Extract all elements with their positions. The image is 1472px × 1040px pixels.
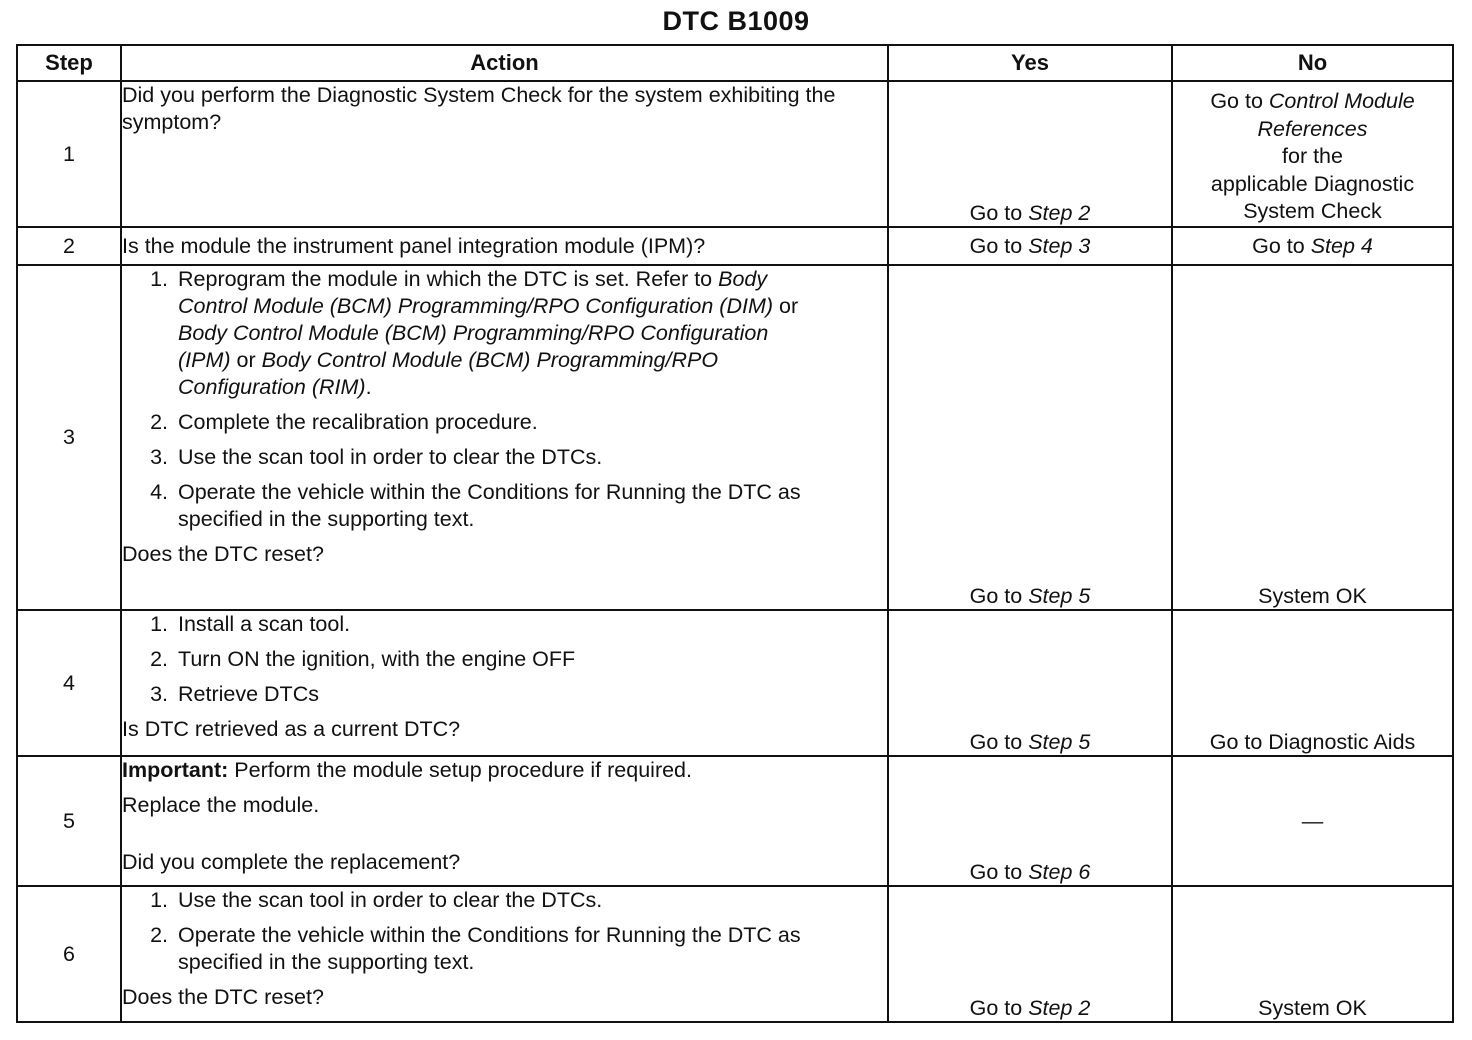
control-module-references-link[interactable]: Control Module References bbox=[1257, 89, 1415, 141]
step-link[interactable]: Step 3 bbox=[1028, 233, 1091, 258]
no-prefix: Go to bbox=[1252, 233, 1311, 258]
bcm-programming-ipm-link[interactable]: Body Control Module (BCM) Programming/RPO Configuration (IPM) bbox=[178, 321, 769, 372]
diagnostic-table bbox=[16, 44, 1454, 1023]
yes-prefix: Go to bbox=[969, 996, 1029, 1020]
step-number: 2 bbox=[17, 227, 121, 265]
action-cell bbox=[121, 81, 888, 227]
item-number: 1. bbox=[150, 888, 168, 912]
list-item bbox=[122, 266, 887, 401]
page-title: DTC B1009 bbox=[662, 6, 810, 36]
item-number: 1. bbox=[150, 612, 168, 636]
header-no: No bbox=[1172, 45, 1453, 81]
list-item bbox=[122, 479, 887, 533]
action-question: Does the DTC reset? bbox=[122, 542, 324, 566]
step-number: 6 bbox=[17, 886, 121, 1022]
table-header-row bbox=[17, 45, 1453, 81]
action-cell bbox=[121, 265, 888, 610]
yes-cell bbox=[888, 81, 1172, 227]
table-row-step-1 bbox=[17, 81, 1453, 227]
action-cell bbox=[121, 886, 888, 1022]
item-text-plain: Reprogram the module in which the DTC is set. Refer to bbox=[178, 267, 713, 291]
no-prefix: Go to bbox=[1210, 89, 1269, 113]
or-text: or bbox=[230, 348, 262, 372]
no-cell: System OK bbox=[1172, 886, 1453, 1022]
header-yes: Yes bbox=[888, 45, 1172, 81]
important-note bbox=[122, 757, 887, 784]
action-cell bbox=[121, 227, 888, 265]
step-number: 5 bbox=[17, 756, 121, 886]
action-cell bbox=[121, 756, 888, 886]
action-question: Is the module the instrument panel integration module (IPM)? bbox=[122, 233, 706, 258]
action-question: Did you complete the replacement? bbox=[122, 850, 461, 874]
header-step: Step bbox=[17, 45, 121, 81]
yes-cell bbox=[888, 265, 1172, 610]
step-number: 1 bbox=[17, 81, 121, 227]
step-link[interactable]: Step 5 bbox=[1028, 584, 1091, 608]
table-row-step-3 bbox=[17, 265, 1453, 610]
no-cell bbox=[1172, 81, 1453, 227]
action-question: Is DTC retrieved as a current DTC? bbox=[122, 717, 461, 741]
step-link[interactable]: Step 6 bbox=[1028, 860, 1091, 884]
item-text: Complete the recalibration procedure. bbox=[178, 410, 538, 434]
action-question: Does the DTC reset? bbox=[122, 985, 324, 1009]
yes-cell bbox=[888, 610, 1172, 756]
procedure-list bbox=[122, 266, 887, 533]
step-link[interactable]: Step 5 bbox=[1028, 730, 1091, 754]
yes-prefix: Go to bbox=[969, 730, 1029, 754]
table-row-step-2 bbox=[17, 227, 1453, 265]
no-line-3: for the bbox=[1282, 144, 1343, 168]
procedure-list bbox=[122, 611, 887, 708]
action-instruction: Replace the module. bbox=[122, 793, 320, 817]
yes-cell bbox=[888, 227, 1172, 265]
step-link[interactable]: Step 2 bbox=[1028, 201, 1091, 225]
item-number: 3. bbox=[150, 682, 168, 706]
item-text: Turn ON the ignition, with the engine OFF bbox=[178, 647, 576, 671]
item-text: Use the scan tool in order to clear the DTCs. bbox=[178, 888, 603, 912]
action-question: Did you perform the Diagnostic System Check for the system exhibiting the symptom? bbox=[122, 83, 836, 134]
no-line-5: System Check bbox=[1243, 199, 1382, 223]
item-text bbox=[178, 266, 887, 401]
list-item bbox=[122, 409, 887, 436]
no-line-1 bbox=[1173, 88, 1452, 143]
no-cell bbox=[1172, 227, 1453, 265]
step-link[interactable]: Step 2 bbox=[1028, 996, 1091, 1020]
item-text: Operate the vehicle within the Conditions for Running the DTC as specified in the supporting text. bbox=[178, 923, 801, 974]
item-text: Retrieve DTCs bbox=[178, 682, 319, 706]
no-cell: System OK bbox=[1172, 265, 1453, 610]
bcm-programming-dim-link[interactable]: Body Control Module (BCM) Programming/RPO Configuration (DIM) bbox=[178, 267, 774, 318]
list-item bbox=[122, 681, 887, 708]
no-cell: — bbox=[1172, 756, 1453, 886]
step-number: 3 bbox=[17, 265, 121, 610]
list-item bbox=[122, 887, 887, 914]
yes-cell bbox=[888, 886, 1172, 1022]
table-row-step-5 bbox=[17, 756, 1453, 886]
yes-prefix: Go to bbox=[969, 860, 1029, 884]
action-cell bbox=[121, 610, 888, 756]
procedure-list bbox=[122, 887, 887, 976]
table-row-step-4 bbox=[17, 610, 1453, 756]
item-text: Use the scan tool in order to clear the DTCs. bbox=[178, 445, 603, 469]
list-item bbox=[122, 646, 887, 673]
important-text: Perform the module setup procedure if required. bbox=[228, 758, 692, 782]
item-number: 2. bbox=[150, 647, 168, 671]
header-action: Action bbox=[121, 45, 888, 81]
item-number: 1. bbox=[150, 267, 168, 291]
step-number: 4 bbox=[17, 610, 121, 756]
or-text: or bbox=[773, 294, 799, 318]
yes-prefix: Go to bbox=[969, 584, 1029, 608]
item-number: 2. bbox=[150, 923, 168, 947]
item-number: 4. bbox=[150, 480, 168, 504]
yes-prefix: Go to bbox=[969, 201, 1029, 225]
list-item bbox=[122, 922, 887, 976]
list-item bbox=[122, 444, 887, 471]
list-item bbox=[122, 611, 887, 638]
item-text: Install a scan tool. bbox=[178, 612, 351, 636]
no-line-4: applicable Diagnostic bbox=[1210, 171, 1415, 196]
no-cell: Go to Diagnostic Aids bbox=[1172, 610, 1453, 756]
table-row-step-6 bbox=[17, 886, 1453, 1022]
step-link[interactable]: Step 4 bbox=[1310, 233, 1373, 258]
item-number: 3. bbox=[150, 445, 168, 469]
item-number: 2. bbox=[150, 410, 168, 434]
bcm-programming-rim-link[interactable]: Body Control Module (BCM) Programming/RPO Configuration (RIM) bbox=[178, 348, 719, 399]
yes-cell bbox=[888, 756, 1172, 886]
item-text: Operate the vehicle within the Conditions for Running the DTC as specified in the supporting text. bbox=[178, 480, 801, 531]
important-label: Important: bbox=[122, 758, 229, 782]
item-end: . bbox=[365, 375, 372, 399]
yes-prefix: Go to bbox=[969, 233, 1029, 258]
